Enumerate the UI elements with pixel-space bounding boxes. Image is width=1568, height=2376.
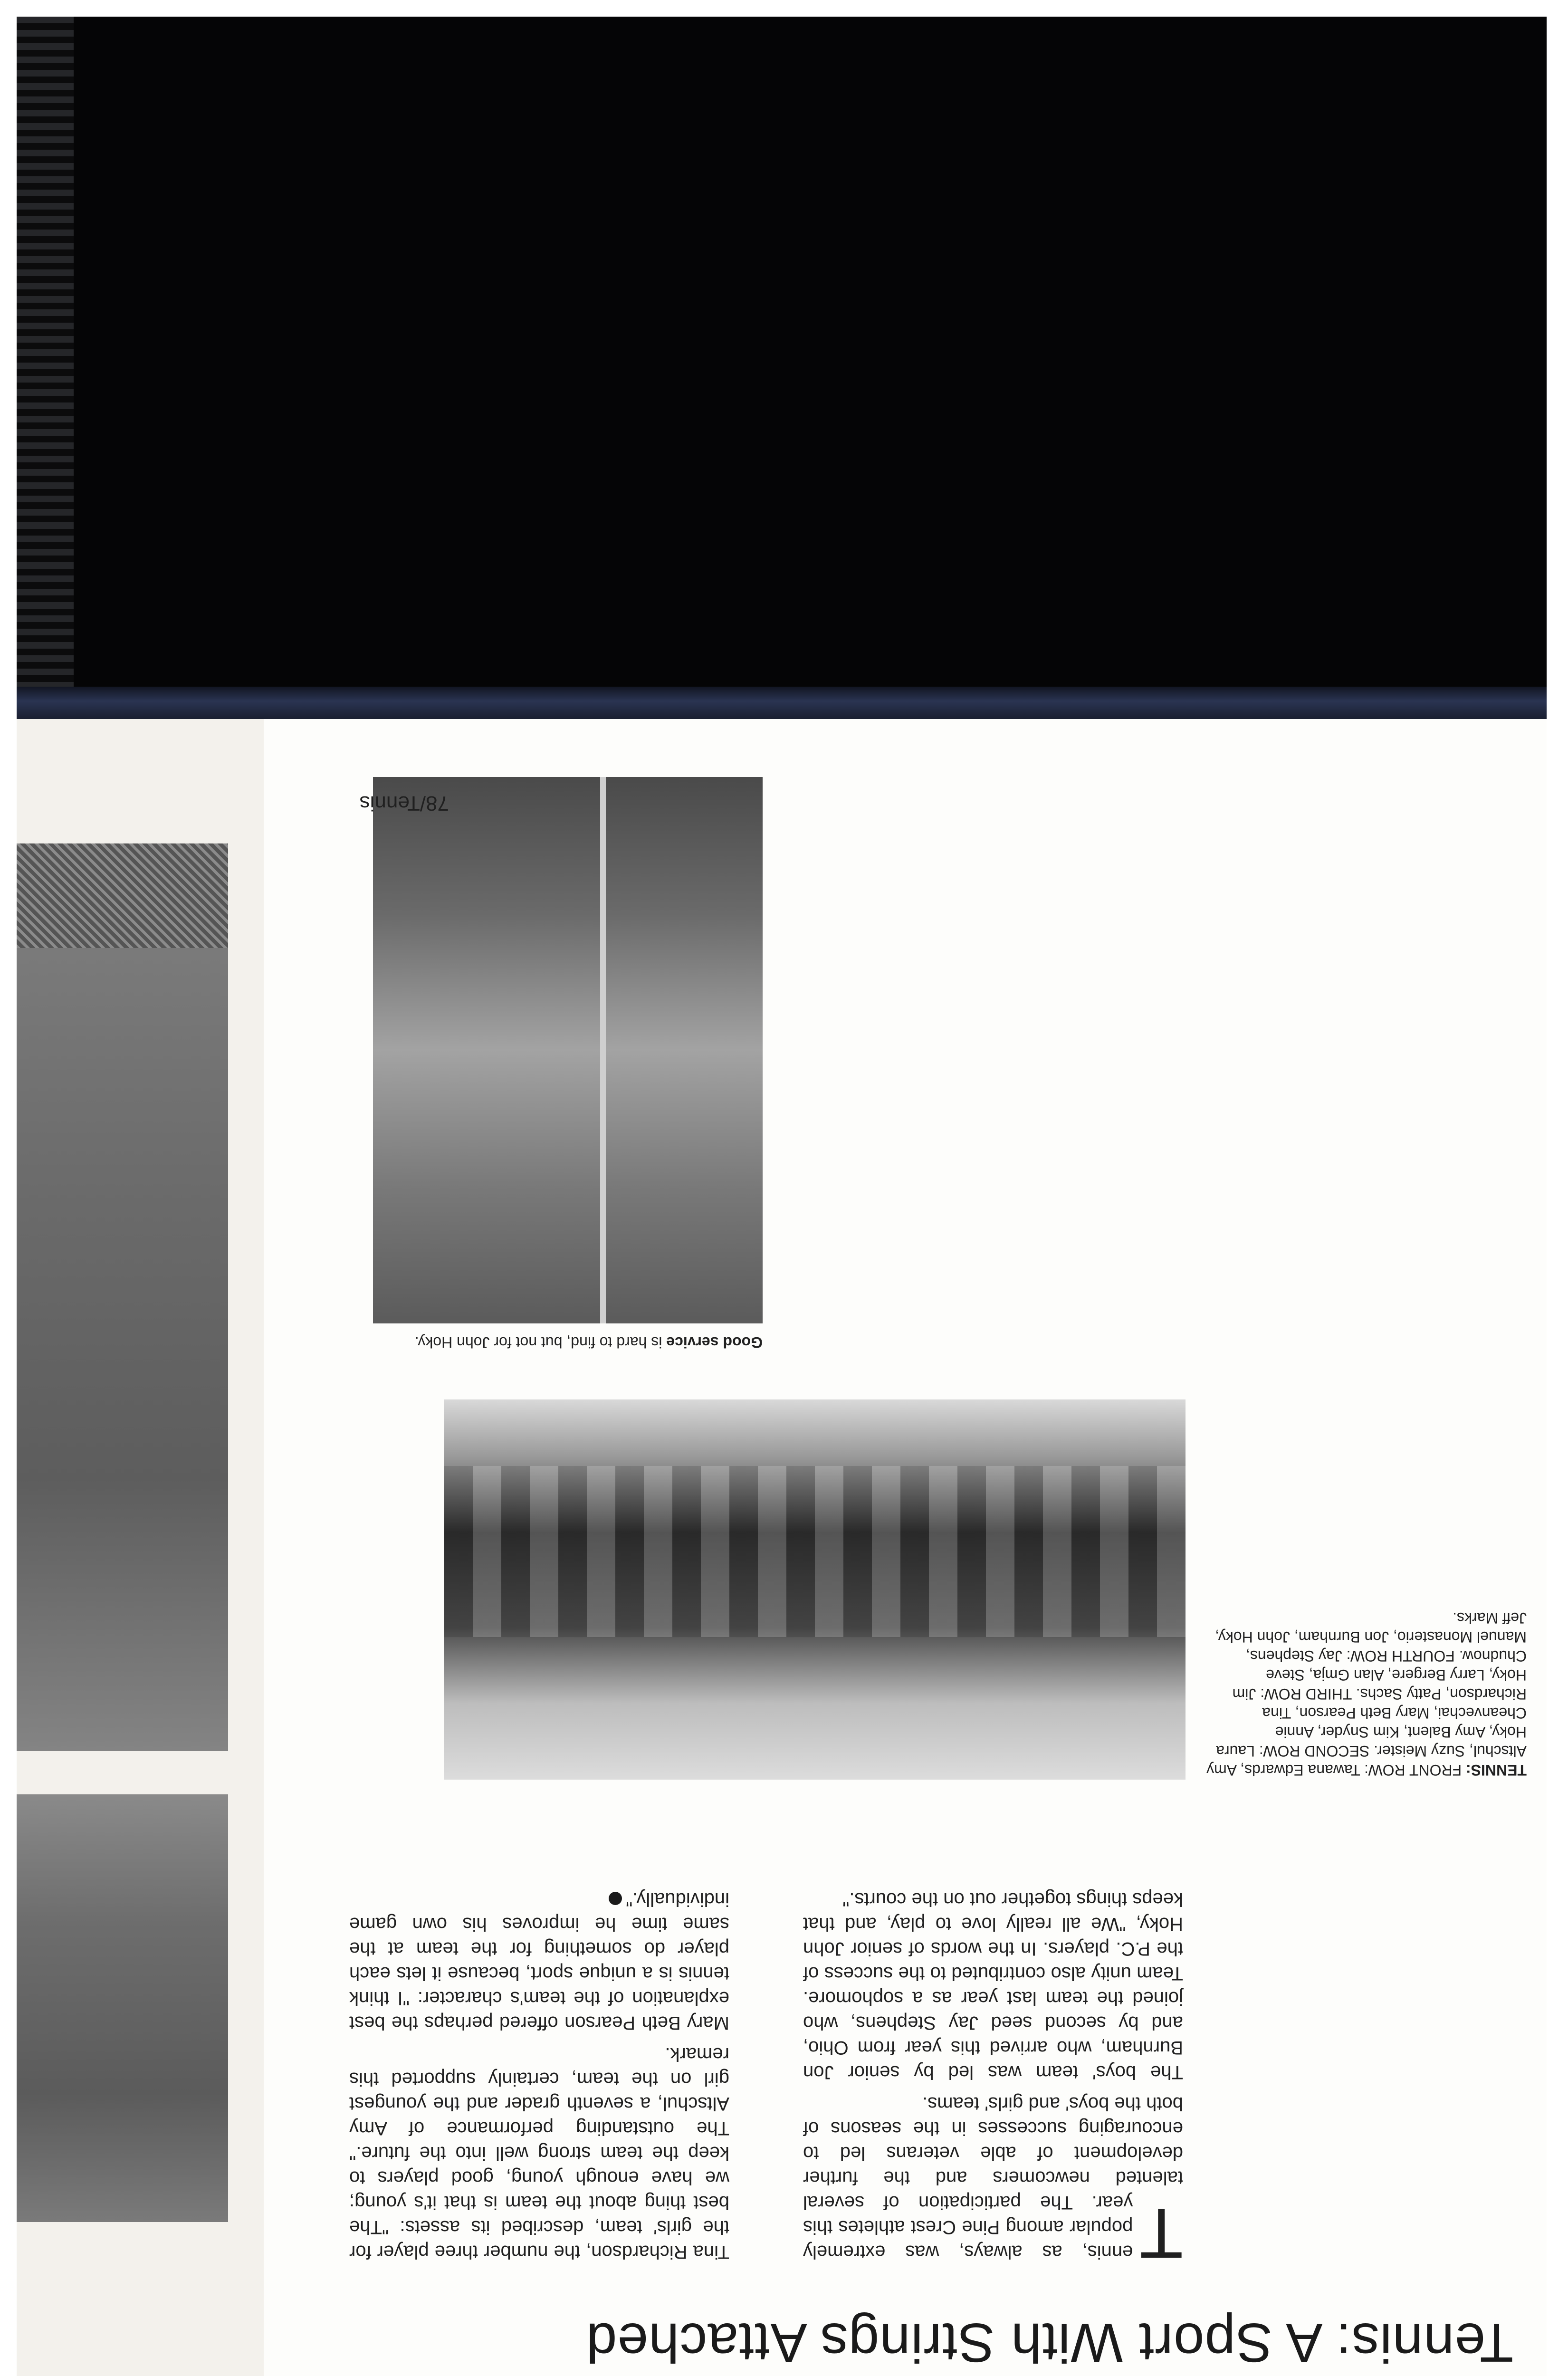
rotated-page-content	[264, 719, 1547, 2376]
scanned-yearbook-spread	[17, 17, 1547, 2376]
page-title: Tennis: A Sport With Strings Attached	[585, 2312, 1513, 2374]
roster-text: FRONT ROW: Tawana Edwards, Amy Altschul, Suzy Meister. SECOND ROW: Laura Hoky, Amy Balent, Kim Snyder, Annie Cheanvechai, Mary Beth Pearson, Tina Richardson, Patty Sachs. THIRD ROW: Jim Hoky, Larry Bergere, Alan Gmja, Steve Chudnow. FOURTH ROW: Jay Stephens, Manuel Monasterio, Jon Burnham, John Hoky, Jeff Marks.	[1206, 1610, 1527, 1779]
right-page	[264, 719, 1547, 2376]
article-paragraph: The boys' team was led by senior Jon Burnham, who arrived this year from Ohio, and by second seed Jay Stephens, who joined the team last year as a sophomore. Team unity also contributed to the success of the P.C. players. In the words of senior John Hoky, "We all really love to play, and that keeps things together out on the courts."	[803, 1889, 1183, 2083]
left-page	[17, 719, 264, 2376]
page-folio: 78/Tennis	[359, 792, 449, 815]
left-page-photo-court	[17, 843, 228, 1751]
cover-spine-texture	[17, 17, 74, 719]
article-paragraph: Tina Richardson, the number three player for the girls' team, described its assets: "The best thing about the team is that it's young; we have enough young, good players to keep the team strong well into the future." The outstanding performance of Amy Altschul, a seventh grader and the youngest girl on the team, certainly supported this remark.	[349, 2044, 729, 2262]
court-line	[600, 777, 606, 1323]
team-photo	[444, 1399, 1186, 1780]
article-column-2	[349, 1880, 729, 2264]
cover-edge	[17, 687, 1547, 719]
roster-label: TENNIS:	[1466, 1762, 1527, 1779]
team-roster-caption	[1204, 1609, 1527, 1780]
service-text: is hard to find, but not for John Hoky.	[414, 1334, 662, 1351]
left-page-photo-player	[17, 1794, 228, 2222]
article-paragraph: Mary Beth Pearson offered perhaps the best explanation of the team's character: "I think tennis is a unique sport, because it lets each player do something for the team at the same time he improves his own game individually."	[349, 1889, 729, 2033]
article-column-1	[803, 1880, 1183, 2273]
article-paragraph: T ennis, as always, was extremely popular among Pine Crest athletes this year. The participation of several talented newcomers and the further development of able veterans led to encouraging successes in the seasons of both the boys' and girls' teams.	[803, 2093, 1183, 2273]
service-label: Good service	[666, 1334, 763, 1351]
team-rows	[444, 1466, 1186, 1637]
drop-cap: T	[1139, 2194, 1183, 2273]
book-cover	[17, 17, 1547, 719]
service-photo	[373, 777, 763, 1323]
fence-pattern	[17, 843, 228, 948]
end-mark-icon	[609, 1892, 622, 1905]
service-photo-caption	[354, 1333, 763, 1352]
